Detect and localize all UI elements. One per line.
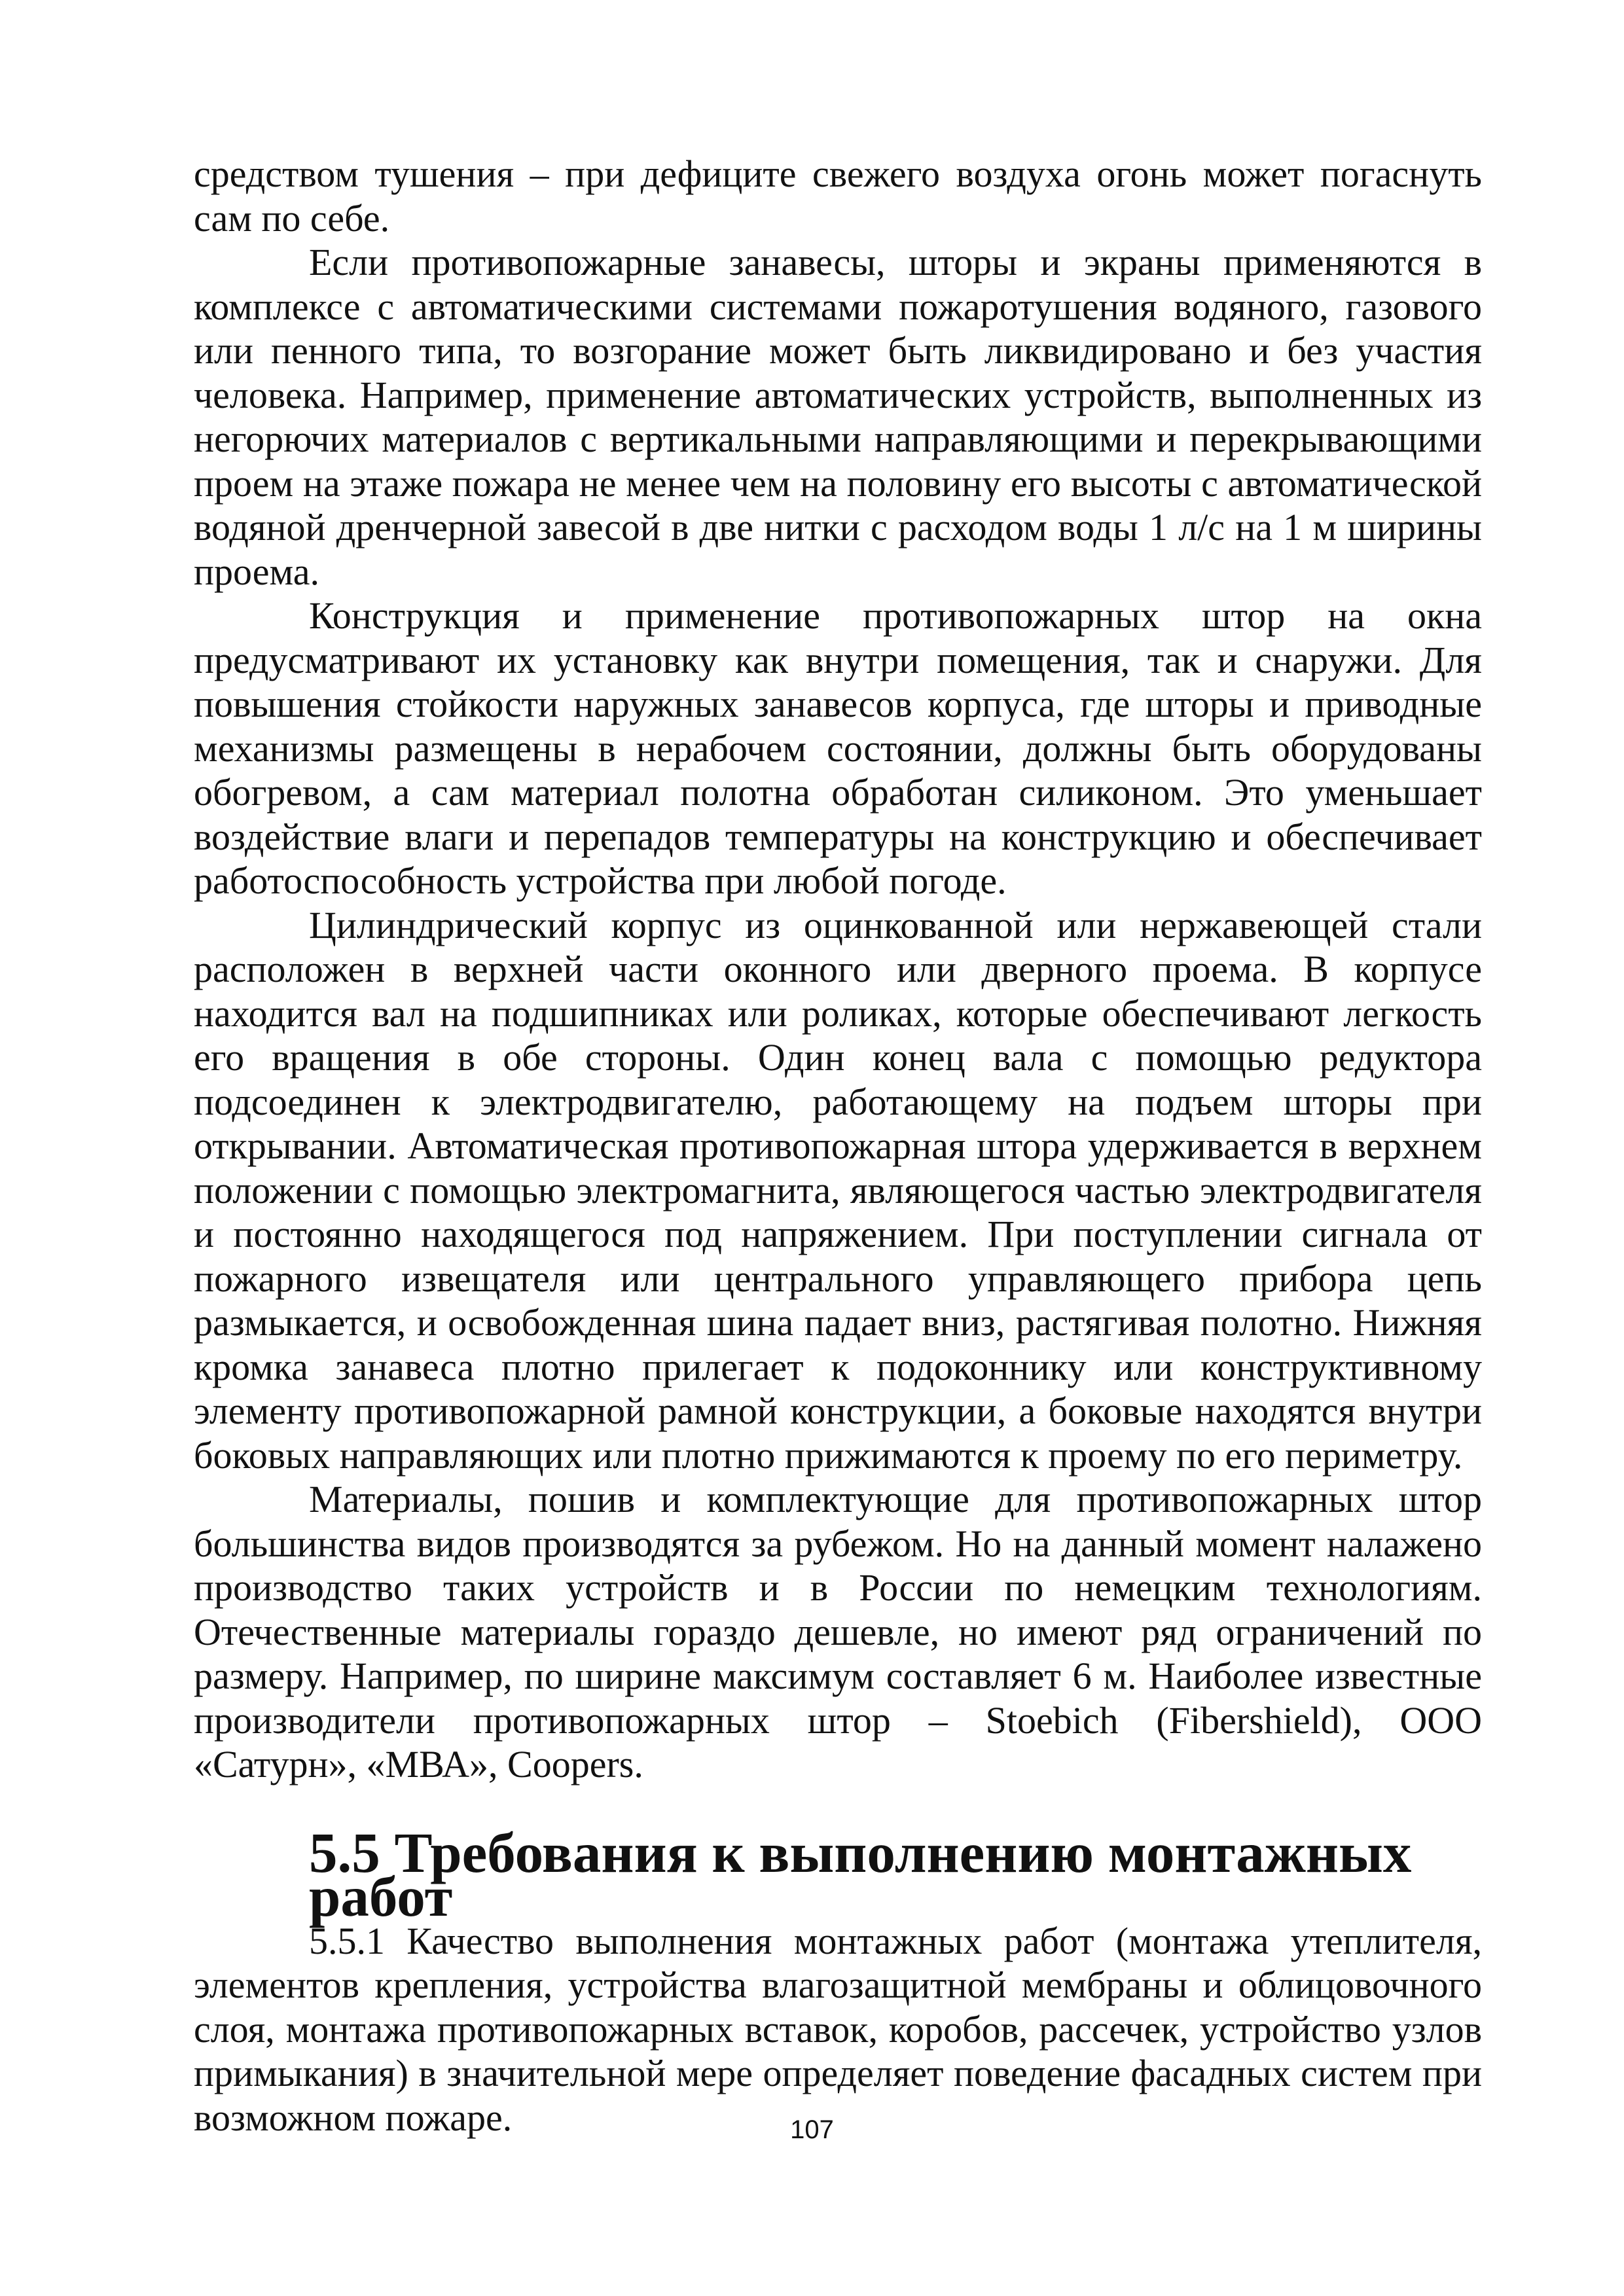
paragraph-fire-curtains-automatic: Если противопожарные занавесы, шторы и экраны применяются в комплексе с автоматическими системами пожаротушения водяного, газового или пенного типа, то возгорание может быть ликвидировано и без участия человека. Например, применение автоматических устройств, выполненных из негорючих материалов с вертикальными направляющими и перекрывающими проем на этаже пожара не менее чем на половину его высоты с автоматической водяной дренчерной завесой в две нитки с расходом воды 1 л/с на 1 м ширины проема. bbox=[194, 241, 1482, 593]
document-body bbox=[194, 152, 1482, 2140]
section-heading: 5.5 Требования к выполнению монтажных работ bbox=[309, 1820, 1412, 1928]
paragraph-continuation: средством тушения – при дефиците свежего воздуха огонь может погаснуть сам по себе. bbox=[194, 152, 1482, 240]
page-number: 107 bbox=[790, 2115, 834, 2144]
paragraph-cylindrical-housing: Цилиндрический корпус из оцинкованной или нержавеющей стали расположен в верхней части оконного или дверного проема. В корпусе находится вал на подшипниках или роликах, которые обеспечивают легкость его вращения в обе стороны. Один конец вала с помощью редуктора подсоединен к электродвигателю, работающему на подъем шторы при открывании. Автоматическая противопожарная штора удерживается в верхнем положении с помощью электромагнита, являющегося частью электродвигателя и постоянно находящегося под напряжением. При поступлении сигнала от пожарного извещателя или центрального управляющего прибора цепь размыкается, и освобожденная шина падает вниз, растягивая полотно. Нижняя кромка занавеса плотно прилегает к подоконнику или конструктивному элементу противопожарной рамной конструкции, а боковые находятся внутри боковых направляющих или плотно прижимаются к проему по его периметру. bbox=[194, 903, 1482, 1477]
paragraph-curtain-construction: Конструкция и применение противопожарных штор на окна предусматривают их установку как внутри помещения, так и снаружи. Для повышения стойкости наружных занавесов корпуса, где шторы и приводные механизмы размещены в нерабочем состоянии, должны быть оборудованы обогревом, а сам материал полотна обработан силиконом. Это уменьшает воздействие влаги и перепадов температуры на конструкцию и обеспечивает работоспособность устройства при любой погоде. bbox=[194, 594, 1482, 902]
paragraph-materials-manufacturers: Материалы, пошив и комплектующие для противопожарных штор большинства видов производятся за рубежом. Но на данный момент налажено производство таких устройств и в России по немецким технологиям. Отечественные материалы гораздо дешевле, но имеют ряд ограничений по размеру. Например, по ширине максимум составляет 6 м. Наиболее известные производители противопожарных штор – Stoebich (Fibershield), ООО «Сатурн», «МВА», Coopers. bbox=[194, 1478, 1482, 1785]
paragraph-installation-quality: 5.5.1 Качество выполнения монтажных работ (монтажа утеплителя, элементов крепления, устройства влагозащитной мембраны и облицовочного слоя, монтажа противопожарных вставок, коробов, рассечек, устройство узлов примыкания) в значительной мере определяет поведение фасадных систем при возможном пожаре. bbox=[194, 1919, 1482, 2139]
